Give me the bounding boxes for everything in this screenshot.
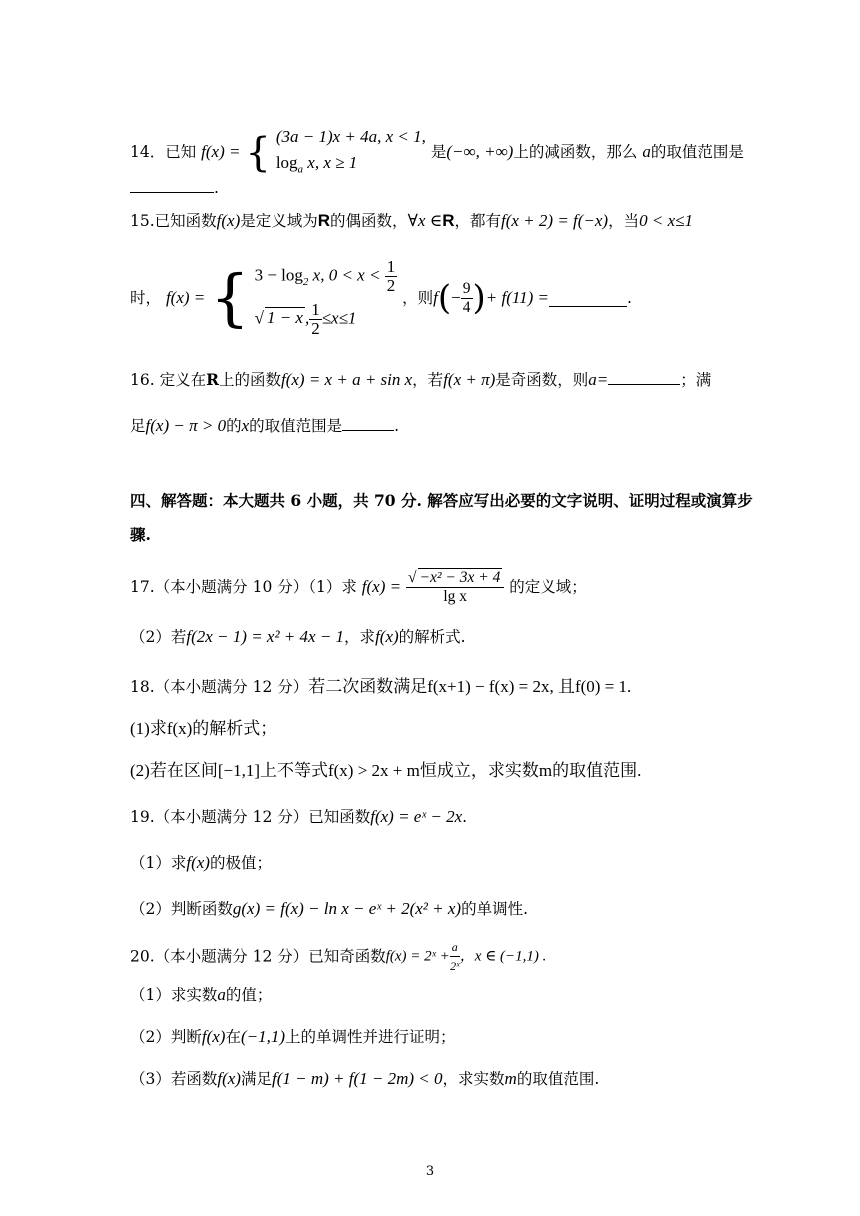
q14-mid: 是: [430, 143, 447, 162]
q20-part3: （3）若函数f(x)满足f(1 − m) + f(1 − 2m) < 0，求实数m的取值范围.: [130, 1069, 600, 1088]
q19-part2: （2）判断函数g(x) = f(x) − ln x − eˣ + 2(x² + x)的单调性.: [130, 899, 529, 918]
q17-line2: （2）若f(2x − 1) = x² + 4x − 1，求f(x)的解析式.: [130, 627, 466, 646]
q15-cases: [255, 258, 398, 338]
q15-fx: f(x) =: [165, 288, 206, 307]
section4-heading: 四、解答题：本大题共 6 小题，共 70 分. 解答应写出必要的文字说明、证明过程或演算步: [130, 491, 753, 510]
q17-line1: 17.（本小题满分 10 分）（1）求 f(x) = $\frac{\text{√ −x² − 3x + 4}}{\text{lg x}}$ 的定义域；: [130, 569, 587, 605]
q14-case1: (3a − 1)x + 4a, x < 1,: [275, 127, 426, 146]
q14-line2: .: [130, 176, 219, 199]
q18-part2: (2)若在区间[−1,1]上不等式f(x) > 2x + m恒成立，求实数m的取值范围.: [130, 761, 642, 780]
q14-line1: [130, 124, 744, 182]
q15-R: R: [317, 211, 331, 230]
q18-line1: 18.（本小题满分 12 分）若二次函数满足f(x+1) − f(x) = 2x, 且f(0) = 1.: [130, 677, 632, 696]
q16-R: R: [206, 370, 219, 389]
q16-line1: 16. 定义在R上的函数f(x) = x + a + sin x，若f(x + π)是奇函数，则a= ；满: [130, 370, 712, 389]
q14-cases: [276, 124, 426, 182]
q15-blank: [549, 290, 627, 307]
q20-line1: 20.（本小题满分 12 分）已知奇函数f(x) = 2ˣ + $\frac{a}{\text{2ˣ}}$ ，x ∈ (−1,1) .: [130, 940, 547, 973]
q15-R2: R: [442, 211, 455, 230]
q15-case2: √ 1 − x , $\frac{1}{2}$ ≤x≤1: [254, 300, 357, 338]
q14-brace: {: [245, 130, 271, 177]
section4-heading-cont: 骤.: [130, 525, 151, 544]
q15-case1: $3 - \log_2 x$, 0 < x < $\frac{1}{2}$: [254, 257, 396, 295]
q19-line1: 19.（本小题满分 12 分）已知函数f(x) = eˣ − 2x.: [130, 807, 468, 826]
q14-a: a: [642, 142, 651, 162]
q14-tail2: 的取值范围是: [650, 143, 744, 162]
q14-fx: f(x) =: [201, 142, 241, 162]
q14-tail: 上的减函数，那么: [513, 143, 638, 162]
q18-condition: 若二次函数满足f(x+1) − f(x) = 2x, 且f(0) = 1.: [308, 677, 632, 696]
q16-blank-x: [342, 414, 394, 431]
q15-line2: 时， f(x) = { $3 - \log_2 x$, 0 < x < $\frac{1}{2}$ √ 1 − x , $\frac{1}{2}$ ≤x≤1 ，则f(− $\frac{9}{4}$ )+ f(11) = .: [130, 257, 632, 338]
q18-part1: (1)求f(x)的解析式；: [130, 719, 278, 738]
q15-line1: 15.已知函数f(x)是定义域为R的偶函数，∀x ∈R，都有f(x + 2) = f(−x)，当0 < x≤1: [130, 211, 693, 230]
q20-part1: （1）求实数a的值；: [130, 985, 273, 1004]
q14-case2: $\log_a x$, x ≥ 1: [275, 153, 358, 176]
q15-brace: {: [210, 261, 250, 334]
q17-frac: $\frac{\text{√ −x² − 3x + 4}}{\text{lg x}}$: [406, 568, 504, 606]
q20-part2: （2）判断f(x)在(−1,1)上的单调性并进行证明；: [130, 1027, 456, 1046]
q14-blank: [130, 176, 214, 193]
q16-line2: 足f(x) − π > 0的x的取值范围是 .: [130, 416, 400, 435]
page-number: 3: [425, 1164, 435, 1179]
q14-number: 14．已知: [130, 143, 197, 162]
q14-interval: (−∞, +∞): [446, 142, 514, 162]
q16-blank-a: [608, 368, 680, 385]
q19-part1: （1）求f(x)的极值；: [130, 853, 272, 872]
q16-func: f(x) = x + a + sin x: [280, 370, 413, 389]
